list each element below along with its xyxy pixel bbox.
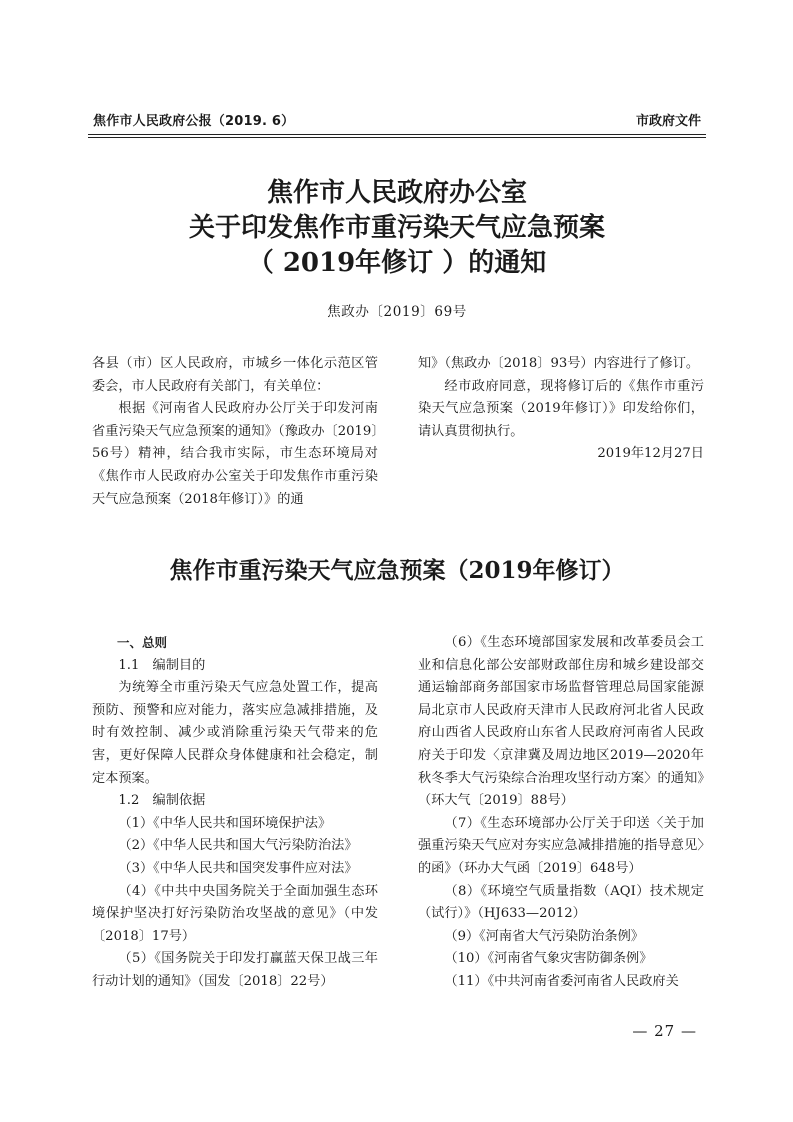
notice-date: 2019年12月27日 <box>597 446 704 462</box>
basis-item: （4）《中共中央国务院关于全面加强生态环境保护坚决打好污染防治攻坚战的意见》（中发〔2018〕17号） <box>92 883 378 944</box>
notice-body-right <box>418 353 704 466</box>
basis-item: （8）《环境空气质量指数（AQI）技术规定（试行）》（HJ633—2012） <box>418 883 704 922</box>
subsection-heading: 1.2 编制依据 <box>118 793 206 809</box>
notice-title-line: 焦作市人民政府办公室 <box>266 178 527 208</box>
header-rule <box>88 134 706 135</box>
section-label: 市政府文件 <box>635 114 701 129</box>
basis-item: （10）《河南省气象灾害防御条例》 <box>444 951 653 967</box>
notice-addressee: 各县（市）区人民政府，市城乡一体化示范区管委会，市人民政府有关部门，有关单位： <box>92 356 378 394</box>
document-number: 焦政办〔2019〕69号 <box>327 304 467 320</box>
page-number: — 27 — <box>632 1022 697 1040</box>
notice-title-line: 关于印发焦作市重污染天气应急预案 <box>188 213 605 243</box>
notice-paragraph: 经市政府同意，现将修订后的《焦作市重污染天气应急预案（2019年修订）》印发给你们，请认真贯彻执行。 <box>418 378 704 439</box>
notice-paragraph: 根据《河南省人民政府办公厅关于印发河南省重污染天气应急预案的通知》（豫政办〔2019〕56号）精神，结合我市实际，市生态环境局对《焦作市人民政府办公室关于印发焦作市重污染天气应急预案（2018年修订）》的通 <box>92 401 378 507</box>
notice-body-left <box>92 353 378 511</box>
basis-item: （7）《生态环境部办公厅关于印送〈关于加强重污染天气应对夯实应急减排措施的指导意见〉的函》（环办大气函〔2019〕648号） <box>418 815 704 876</box>
plan-body-left <box>92 632 378 994</box>
plan-body-right <box>418 632 704 994</box>
notice-paragraph: 知》（焦政办〔2018〕93号）内容进行了修订。 <box>418 356 700 371</box>
journal-header: 焦作市人民政府公报（2019. 6） <box>93 114 295 129</box>
purpose-paragraph: 为统筹全市重污染天气应急处置工作，提高预防、预警和应对能力，落实应急减排措施，及时有效控制、减少或消除重污染天气带来的危害，更好保障人民群众身体健康和社会稳定，制定本预案。 <box>92 680 378 786</box>
plan-title: 焦作市重污染天气应急预案（2019年修订） <box>169 557 625 584</box>
subsection-heading: 1.1 编制目的 <box>118 657 206 673</box>
header-rule-thin <box>88 137 706 138</box>
basis-item: （11）《中共河南省委河南省人民政府关 <box>444 973 679 989</box>
basis-item: （5）《国务院关于印发打赢蓝天保卫战三年行动计划的通知》（国发〔2018〕22号） <box>92 951 378 989</box>
basis-item: （9）《河南省大气污染防治条例》 <box>444 928 644 944</box>
notice-title-line: （ 2019年修订 ）的通知 <box>247 248 547 278</box>
section-heading: 一、总则 <box>117 635 168 650</box>
basis-item: （2）《中华人民共和国大气污染防治法》 <box>118 838 358 854</box>
notice-title <box>88 176 706 281</box>
basis-item: （6）《生态环境部国家发展和改革委员会工业和信息化部公安部财政部住房和城乡建设部交通运输部商务部国家市场监督管理总局国家能源局北京市人民政府天津市人民政府河北省人民政府山西省人民政府山东省人民政府河南省人民政府关于印发〈京津冀及周边地区2019—2020年秋冬季大气污染综合治理攻坚行动方案〉的通知》（环大气〔2019〕88号） <box>418 635 704 809</box>
basis-item: （3）《中华人民共和国突发事件应对法》 <box>118 860 358 876</box>
basis-item: （1）《中华人民共和国环境保护法》 <box>118 815 332 831</box>
